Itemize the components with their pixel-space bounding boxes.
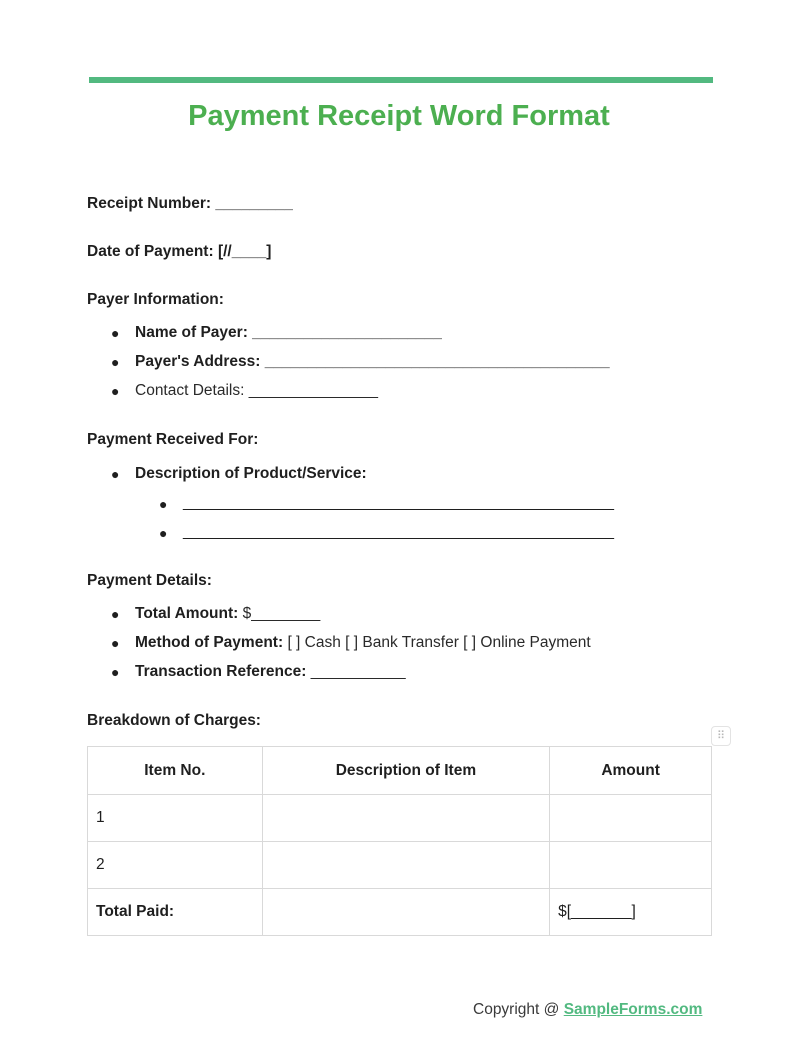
header-accent-bar <box>89 77 713 83</box>
charges-table <box>87 746 712 936</box>
method-of-payment-label: Method of Payment: <box>135 634 284 651</box>
payment-details-heading: Payment Details: <box>87 572 212 589</box>
bullet-icon: ● <box>159 525 168 541</box>
method-of-payment-options[interactable]: [ ] Cash [ ] Bank Transfer [ ] Online Payment <box>287 634 591 651</box>
table-header-row <box>88 747 712 795</box>
description-label: Description of Product/Service: <box>135 465 367 482</box>
description-line-1[interactable]: __________________________________________________ <box>183 494 615 511</box>
copyright-prefix: Copyright @ <box>473 1001 560 1018</box>
total-amount-label: Total Amount: <box>135 605 239 622</box>
payer-address-label: Payer's Address: <box>135 353 261 370</box>
table-cell-description[interactable] <box>262 795 550 842</box>
bullet-icon: ● <box>111 325 120 341</box>
description-line-2[interactable]: __________________________________________________ <box>183 523 615 540</box>
receipt-number-label: Receipt Number: <box>87 195 212 212</box>
receipt-number-line <box>87 195 293 213</box>
bullet-icon: ● <box>111 354 120 370</box>
bullet-icon: ● <box>111 466 120 482</box>
payer-name-value[interactable]: ______________________ <box>252 324 442 341</box>
payer-name-label: Name of Payer: <box>135 324 248 341</box>
transaction-reference-value[interactable]: ___________ <box>310 663 406 680</box>
method-of-payment-line <box>135 634 591 652</box>
table-row <box>88 795 712 842</box>
table-drag-handle-icon[interactable]: ⠿ <box>711 726 731 746</box>
bullet-icon: ● <box>111 383 120 399</box>
bullet-icon: ● <box>159 496 168 512</box>
column-header-description: Description of Item <box>262 747 550 795</box>
table-cell-amount[interactable] <box>550 842 712 889</box>
table-cell-amount[interactable] <box>550 795 712 842</box>
date-of-payment-value[interactable]: [//____] <box>217 243 272 260</box>
transaction-reference-label: Transaction Reference: <box>135 663 307 680</box>
total-paid-label: Total Paid: <box>88 889 263 936</box>
payer-information-heading: Payer Information: <box>87 291 224 308</box>
bullet-icon: ● <box>111 606 120 622</box>
total-amount-value[interactable]: $________ <box>242 605 321 622</box>
table-cell-description[interactable] <box>262 842 550 889</box>
payment-received-heading: Payment Received For: <box>87 431 259 448</box>
table-cell-item-no[interactable]: 1 <box>88 795 263 842</box>
table-cell-item-no[interactable]: 2 <box>88 842 263 889</box>
page-title: Payment Receipt Word Format <box>188 100 610 132</box>
receipt-number-value[interactable]: _________ <box>215 195 293 212</box>
footer-copyright <box>473 1001 702 1019</box>
contact-details-value[interactable]: _______________ <box>248 382 379 399</box>
bullet-icon: ● <box>111 664 120 680</box>
bullet-icon: ● <box>111 635 120 651</box>
total-amount-line <box>135 605 320 623</box>
date-of-payment-label: Date of Payment: <box>87 243 214 260</box>
brand-link[interactable]: SampleForms.com <box>563 1001 703 1018</box>
payer-name-line <box>135 324 442 342</box>
column-header-amount: Amount <box>550 747 712 795</box>
total-paid-description[interactable] <box>262 889 550 936</box>
payer-address-line <box>135 353 610 371</box>
contact-details-label: Contact Details: <box>135 382 245 399</box>
table-row <box>88 842 712 889</box>
payer-address-value[interactable]: ________________________________________ <box>264 353 610 370</box>
breakdown-heading: Breakdown of Charges: <box>87 712 261 729</box>
column-header-item-no: Item No. <box>88 747 263 795</box>
table-total-row <box>88 889 712 936</box>
total-paid-amount[interactable]: $[_______] <box>550 889 712 936</box>
transaction-reference-line <box>135 663 406 681</box>
date-of-payment-line <box>87 243 271 261</box>
contact-details-line <box>135 382 378 400</box>
